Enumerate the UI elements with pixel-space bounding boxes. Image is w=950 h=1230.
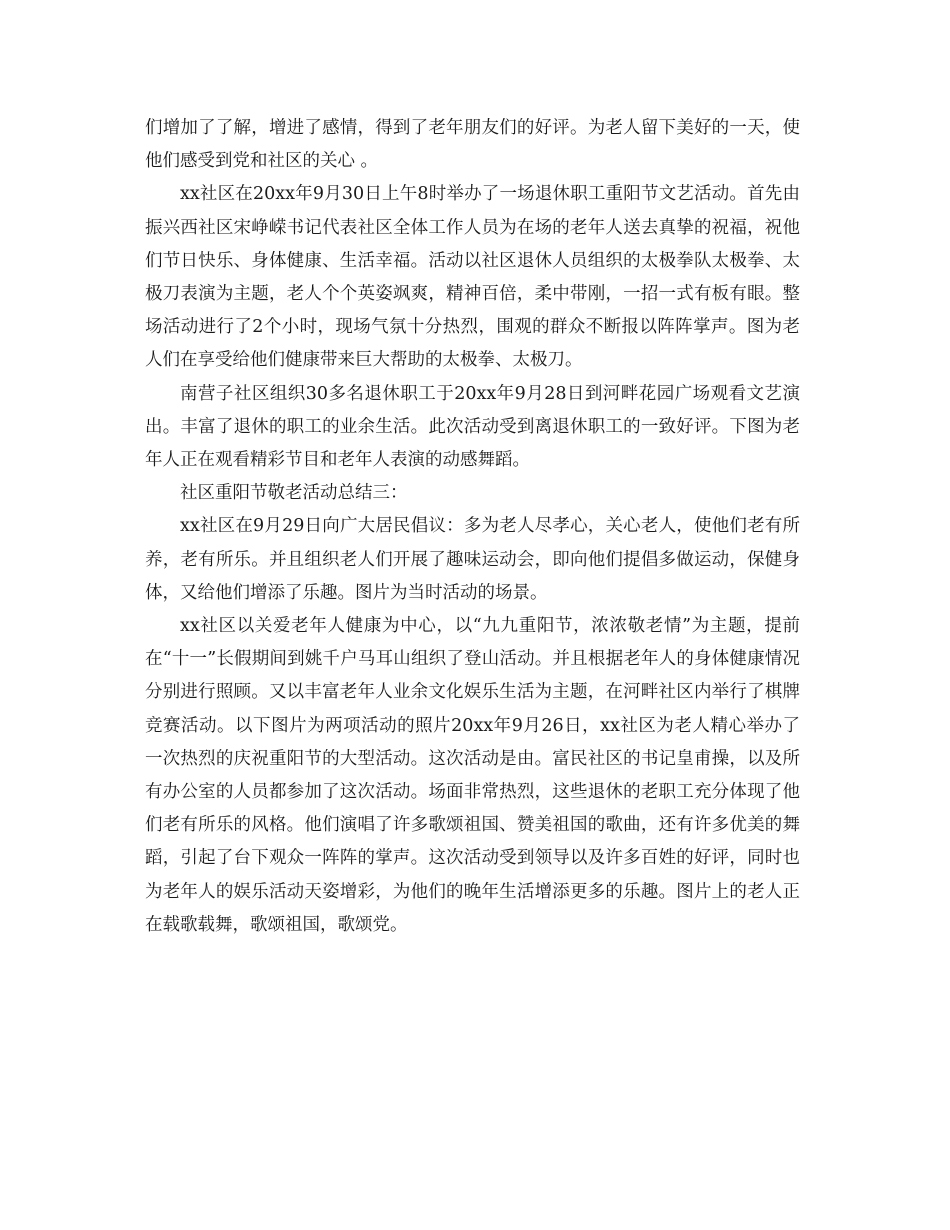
paragraph-continuation: 们增加了了解，增进了感情，得到了老年朋友们的好评。为老人留下美好的一天，使他们感受到党和社区的关心 。 (145, 118, 800, 172)
document-page (145, 112, 800, 942)
section-heading: 社区重阳节敬老活动总结三： (180, 483, 408, 504)
paragraph-performance-viewing: 南营子社区组织30多名退休职工于20xx年9月28日到河畔花园广场观看文艺演出。丰富了退休的职工的业余生活。此次活动受到离退休职工的一致好评。下图为老年人正在观看精彩节目和老年人表演的动感舞蹈。 (145, 383, 800, 471)
paragraph-hiking-and-celebration: xx社区以关爱老年人健康为中心，以“九九重阳节，浓浓敬老情”为主题，提前在“十一”长假期间到姚千户马耳山组织了登山活动。并且根据老年人的身体健康情况分别进行照顾。又以丰富老年人业余文化娱乐生活为主题，在河畔社区内举行了棋牌竞赛活动。以下图片为两项活动的照片20xx年9月26日，xx社区为老人精心举办了一次热烈的庆祝重阳节的大型活动。这次活动是由。富民社区的书记皇甫操，以及所有办公室的人员都参加了这次活动。场面非常热烈，这些退休的老职工充分体现了他们老有所乐的风格。他们演唱了许多歌颂祖国、赞美祖国的歌曲，还有许多优美的舞蹈，引起了台下观众一阵阵的掌声。这次活动受到领导以及许多百姓的好评，同时也为老年人的娱乐活动天姿增彩，为他们的晚年生活增添更多的乐趣。图片上的老人正在载歌载舞，歌颂祖国，歌颂党。 (145, 616, 800, 935)
paragraph-sports-meet: xx社区在9月29日向广大居民倡议：多为老人尽孝心，关心老人，使他们老有所养，老有所乐。并且组织老人们开展了趣味运动会，即向他们提倡多做运动，保健身体，又给他们增添了乐趣。图片为当时活动的场景。 (145, 516, 800, 603)
paragraph-retiree-arts-event: xx社区在20xx年9月30日上午8时举办了一场退休职工重阳节文艺活动。首先由振兴西社区宋峥嵘书记代表社区全体工作人员为在场的老年人送去真挚的祝福，祝他们节日快乐、身体健康、生活幸福。活动以社区退休人员组织的太极拳队太极拳、太极刀表演为主题，老人个个英姿飒爽，精神百倍，柔中带刚，一招一式有板有眼。整场活动进行了2个小时，现场气氛十分热烈，围观的群众不断报以阵阵掌声。图为老人们在享受给他们健康带来巨大帮助的太极拳、太极刀。 (145, 184, 800, 371)
